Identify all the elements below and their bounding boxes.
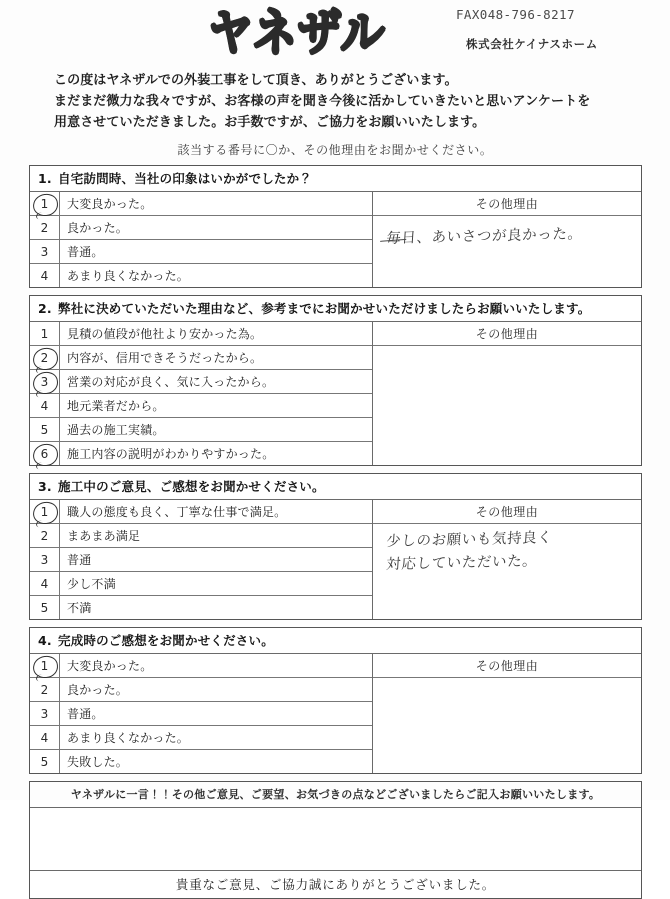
intro-line-3: 用意させていただきました。お手数ですが、ご協力をお願いいたします。	[54, 115, 486, 130]
option-number[interactable]	[30, 702, 60, 725]
section-body	[30, 654, 641, 773]
option-label: 良かった。	[67, 683, 129, 697]
section-number: 4.	[38, 633, 52, 648]
option-number-circled[interactable]	[30, 442, 60, 465]
option-label: 良かった。	[67, 221, 129, 235]
option-list	[30, 654, 373, 773]
option-row[interactable]	[30, 394, 372, 418]
survey-section	[29, 627, 642, 774]
option-number-text: 2	[40, 528, 49, 543]
option-row[interactable]	[30, 442, 372, 465]
option-number-text: 5	[40, 754, 49, 769]
option-row[interactable]	[30, 322, 372, 346]
option-number[interactable]	[30, 240, 60, 263]
option-number-text: 1	[40, 658, 49, 673]
option-number-circled[interactable]	[30, 370, 60, 393]
section-title	[30, 474, 641, 500]
option-number-text: 2	[40, 350, 49, 365]
option-label: 営業の対応が良く、気に入ったから。	[67, 375, 275, 389]
option-number[interactable]	[30, 678, 60, 701]
yanezaru-logo	[172, 4, 422, 62]
section-body	[30, 192, 641, 287]
handwritten-note: 少しのお願いも気持良く	[385, 529, 553, 551]
other-reason-header: その他理由	[373, 654, 641, 678]
option-row[interactable]	[30, 702, 372, 726]
option-label: 地元業者だから。	[67, 399, 165, 413]
section-body	[30, 500, 641, 619]
intro-line-1: この度はヤネザルでの外装工事をして頂き、ありがとうございます。	[54, 73, 458, 88]
option-label: 職人の態度も良く、丁寧な仕事で満足。	[67, 505, 287, 519]
option-number[interactable]	[30, 394, 60, 417]
fax-number: FAX048-796-8217	[456, 7, 575, 22]
option-number[interactable]	[30, 548, 60, 571]
option-row[interactable]	[30, 418, 372, 442]
option-label: まあまあ満足	[67, 529, 141, 543]
option-label: 大変良かった。	[67, 659, 153, 673]
option-number-text: 1	[40, 326, 49, 341]
option-number-circled[interactable]	[30, 654, 60, 677]
option-number-text: 4	[40, 398, 49, 413]
option-number-text: 3	[40, 374, 49, 389]
other-reason-column	[373, 500, 641, 619]
option-number-text: 4	[40, 268, 49, 283]
option-number-circled[interactable]	[30, 192, 60, 215]
option-number[interactable]	[30, 596, 60, 619]
option-number[interactable]	[30, 216, 60, 239]
handwritten-note: 対応していただいた。	[385, 553, 538, 574]
other-reason-header: その他理由	[373, 322, 641, 346]
option-number-text: 5	[40, 600, 49, 615]
option-row[interactable]	[30, 750, 372, 773]
option-label: 過去の施工実績。	[67, 423, 165, 437]
section-number: 3.	[38, 479, 52, 494]
option-row[interactable]	[30, 572, 372, 596]
option-label: あまり良くなかった。	[67, 269, 190, 283]
option-label: 普通	[67, 553, 92, 567]
option-number-text: 4	[40, 730, 49, 745]
survey-section	[29, 473, 642, 620]
option-number-text: 3	[40, 244, 49, 259]
option-number[interactable]	[30, 322, 60, 345]
option-row[interactable]	[30, 346, 372, 370]
section-title	[30, 166, 641, 192]
option-list	[30, 322, 373, 465]
option-row[interactable]	[30, 216, 372, 240]
other-reason-header: その他理由	[373, 192, 641, 216]
option-number-text: 5	[40, 422, 49, 437]
option-number-circled[interactable]	[30, 500, 60, 523]
option-number-text: 4	[40, 576, 49, 591]
option-list	[30, 192, 373, 287]
option-label: 普通。	[67, 707, 104, 721]
other-reason-header: その他理由	[373, 500, 641, 524]
option-number[interactable]	[30, 572, 60, 595]
option-label: 大変良かった。	[67, 197, 153, 211]
section-title	[30, 296, 641, 322]
section-number: 1.	[38, 171, 52, 186]
other-reason-column	[373, 192, 641, 287]
company-name: 株式会社ケイナスホーム	[466, 37, 598, 51]
option-row[interactable]	[30, 240, 372, 264]
option-number[interactable]	[30, 750, 60, 773]
section-title-text: 施工中のご意見、ご感想をお聞かせください。	[58, 479, 325, 494]
intro-line-2: まだまだ微力な我々ですが、お客様の声を聞き今後に活かしていきたいと思いアンケートを	[54, 94, 591, 109]
section-title-text: 弊社に決めていただいた理由など、参考までにお聞かせいただけましたらお願いいたします。	[58, 301, 591, 316]
option-number[interactable]	[30, 726, 60, 749]
option-label: 見積の値段が他社より安かった為。	[67, 327, 263, 341]
free-comment-block	[29, 781, 642, 899]
survey-section	[29, 295, 642, 466]
option-row[interactable]	[30, 654, 372, 678]
free-comment-heading: ヤネザルに一言！！その他ご意見、ご要望、お気づきの点などございましたらご記入お願いいたします。	[30, 782, 641, 808]
intro-paragraph	[54, 70, 670, 133]
option-number[interactable]	[30, 264, 60, 287]
closing-thanks: 貴重なご意見、ご協力誠にありがとうございました。	[175, 877, 496, 892]
free-comment-input-area[interactable]	[30, 808, 641, 871]
option-label: 不満	[67, 601, 92, 615]
option-row[interactable]	[30, 726, 372, 750]
option-row[interactable]	[30, 678, 372, 702]
option-number-circled[interactable]	[30, 346, 60, 369]
option-number-text: 2	[40, 682, 49, 697]
option-number-text: 1	[40, 504, 49, 519]
section-number: 2.	[38, 301, 52, 316]
option-number[interactable]	[30, 418, 60, 441]
option-number-text: 6	[40, 446, 49, 461]
document-header	[0, 0, 670, 66]
other-reason-column	[373, 654, 641, 773]
option-label: 普通。	[67, 245, 104, 259]
other-reason-field[interactable]	[373, 524, 641, 619]
option-number-text: 3	[40, 706, 49, 721]
option-label: 施工内容の説明がわかりやすかった。	[67, 447, 275, 461]
option-label: あまり良くなかった。	[67, 731, 190, 745]
option-number-text: 2	[40, 220, 49, 235]
section-title-text: 自宅訪問時、当社の印象はいかがでしたか？	[58, 171, 313, 186]
other-reason-field[interactable]	[373, 346, 641, 465]
other-reason-field[interactable]	[373, 678, 641, 773]
option-number[interactable]	[30, 524, 60, 547]
handwritten-note: 毎日、あいさつが良かった。	[386, 222, 631, 251]
option-number-text: 3	[40, 552, 49, 567]
option-label: 失敗した。	[67, 755, 129, 769]
option-row[interactable]	[30, 596, 372, 619]
survey-sections	[29, 165, 642, 774]
logo-text: ヤネザル	[208, 4, 386, 62]
other-reason-column	[373, 322, 641, 465]
option-list	[30, 500, 373, 619]
option-row[interactable]	[30, 192, 372, 216]
option-label: 内容が、信用できそうだったから。	[67, 351, 263, 365]
instruction-line: 該当する番号に〇か、その他理由をお聞かせください。	[177, 143, 493, 157]
option-row[interactable]	[30, 370, 372, 394]
option-row[interactable]	[30, 548, 372, 572]
option-row[interactable]	[30, 264, 372, 287]
survey-section	[29, 165, 642, 288]
other-reason-field[interactable]	[373, 216, 641, 287]
section-title-text: 完成時のご感想をお聞かせください。	[58, 633, 274, 648]
section-body	[30, 322, 641, 465]
option-number-text: 1	[40, 196, 49, 211]
option-row[interactable]	[30, 500, 372, 524]
option-label: 少し不満	[67, 577, 116, 591]
option-row[interactable]	[30, 524, 372, 548]
section-title	[30, 628, 641, 654]
